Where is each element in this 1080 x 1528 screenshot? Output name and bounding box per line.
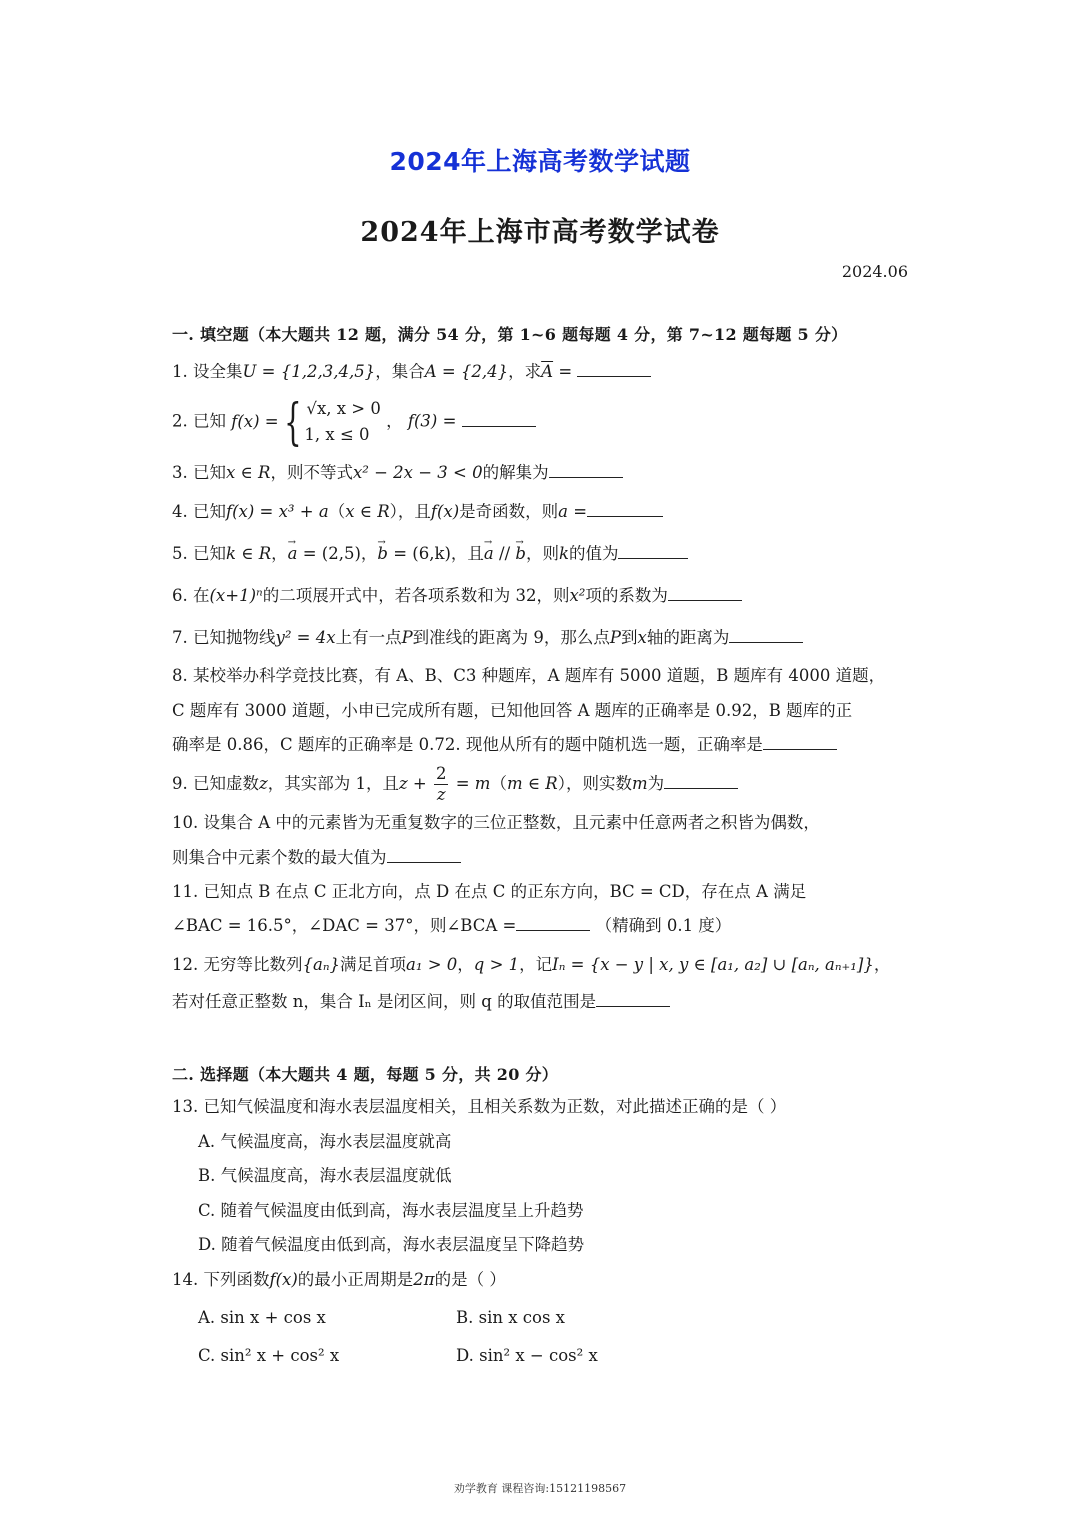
page-footer: 劝学教育 课程咨询:15121198567: [453, 1482, 627, 1495]
answer-blank: [763, 733, 837, 750]
question-8: 8. 某校举办科学竞技比赛，有 A、B、C3 种题库，A 题库有 5000 道题，B 题库有 4000 道题，: [172, 666, 886, 685]
question-4: 4. 已知f(x) = x³ + a（x ∈ R），且f(x)是奇函数，则a =: [172, 500, 663, 524]
question-14-option-c: C. sin² x + cos² x: [198, 1346, 340, 1365]
question-14-option-b: B. sin x cos x: [456, 1308, 565, 1327]
question-1: 1. 设全集U = {1,2,3,4,5}，集合A = {2,4}，求$\overline{A}$ =: [172, 360, 651, 384]
question-7: 7. 已知抛物线y² = 4x上有一点P到准线的距离为 9，那么点P到x轴的距离为: [172, 626, 803, 650]
question-12-line-2: 若对任意正整数 n，集合 Iₙ 是闭区间，则 q 的取值范围是: [172, 990, 670, 1014]
question-12: 12. 无穷等比数列{aₙ}满足首项a₁ > 0，q > 1，记Iₙ = {x − y | x, y ∈ [a₁, a₂] ∪ [aₙ, aₙ₊₁]}，: [172, 955, 891, 974]
answer-blank: [729, 626, 803, 643]
answer-blank: [516, 914, 590, 931]
question-5: 5. 已知k ∈ R，→ a = (2,5)，→ b = (6,k)，且→ a // → b，则k的值为: [172, 542, 688, 566]
question-3: 3. 已知x ∈ R，则不等式x² − 2x − 3 < 0的解集为: [172, 461, 623, 485]
answer-blank: [462, 410, 536, 427]
answer-blank: [577, 360, 651, 377]
question-13-option-a: A. 气候温度高，海水表层温度就高: [198, 1132, 452, 1151]
section-fill-in-heading: 一. 填空题（本大题共 12 题，满分 54 分，第 1~6 题每题 4 分，第 7~12 题每题 5 分）: [172, 325, 848, 344]
question-13-option-d: D. 随着气候温度由低到高，海水表层温度呈下降趋势: [198, 1235, 585, 1254]
answer-blank: [587, 500, 663, 517]
answer-blank: [618, 542, 688, 559]
question-14: 14. 下列函数f(x)的最小正周期是2π的是（ ）: [172, 1270, 506, 1289]
question-11-line-2: ∠BAC = 16.5°，∠DAC = 37°，则∠BCA = （精确到 0.1 度）: [172, 916, 732, 935]
question-13: 13. 已知气候温度和海水表层温度相关，且相关系数为正数，对此描述正确的是（ ）: [172, 1097, 787, 1116]
question-14-option-a: A. sin x + cos x: [198, 1308, 326, 1327]
question-10-line-2: 则集合中元素个数的最大值为: [172, 846, 461, 870]
question-10: 10. 设集合 A 中的元素皆为无重复数字的三位正整数，且元素中任意两者之积皆为偶数，: [172, 813, 820, 832]
exam-date: 2024.06: [841, 262, 908, 281]
paper-title: 2024年上海市高考数学试卷: [360, 217, 720, 248]
question-2: 2. 已知 f(x) = { √x, x > 0 1, x ≤ 0 ， f(3) =: [172, 396, 536, 448]
answer-blank: [664, 772, 738, 789]
question-8-line-3: 确率是 0.86，C 题库的正确率是 0.72. 现他从所有的题中随机选一题，正确率是: [172, 733, 837, 757]
answer-blank: [596, 990, 670, 1007]
answer-blank: [668, 584, 742, 601]
section-multiple-choice-heading: 二. 选择题（本大题共 4 题，每题 5 分，共 20 分）: [172, 1065, 559, 1084]
answer-blank: [549, 461, 623, 478]
question-8-line-2: C 题库有 3000 道题，小申已完成所有题，已知他回答 A 题库的正确率是 0.92，B 题库的正: [172, 701, 853, 720]
question-9: 9. 已知虚数z，其实部为 1，且z + $\frac{2}{z}$ = m（m ∈ R），则实数m为: [172, 764, 738, 805]
question-14-option-d: D. sin² x − cos² x: [456, 1346, 598, 1365]
answer-blank: [387, 846, 461, 863]
question-11: 11. 已知点 B 在点 C 正北方向，点 D 在点 C 的正东方向，BC = CD，存在点 A 满足: [172, 882, 807, 901]
document-title: 2024年上海高考数学试题: [389, 147, 691, 176]
question-6: 6. 在(x+1)ⁿ的二项展开式中，若各项系数和为 32，则x²项的系数为: [172, 584, 742, 608]
question-13-option-c: C. 随着气候温度由低到高，海水表层温度呈上升趋势: [198, 1201, 584, 1220]
question-13-option-b: B. 气候温度高，海水表层温度就低: [198, 1166, 452, 1185]
